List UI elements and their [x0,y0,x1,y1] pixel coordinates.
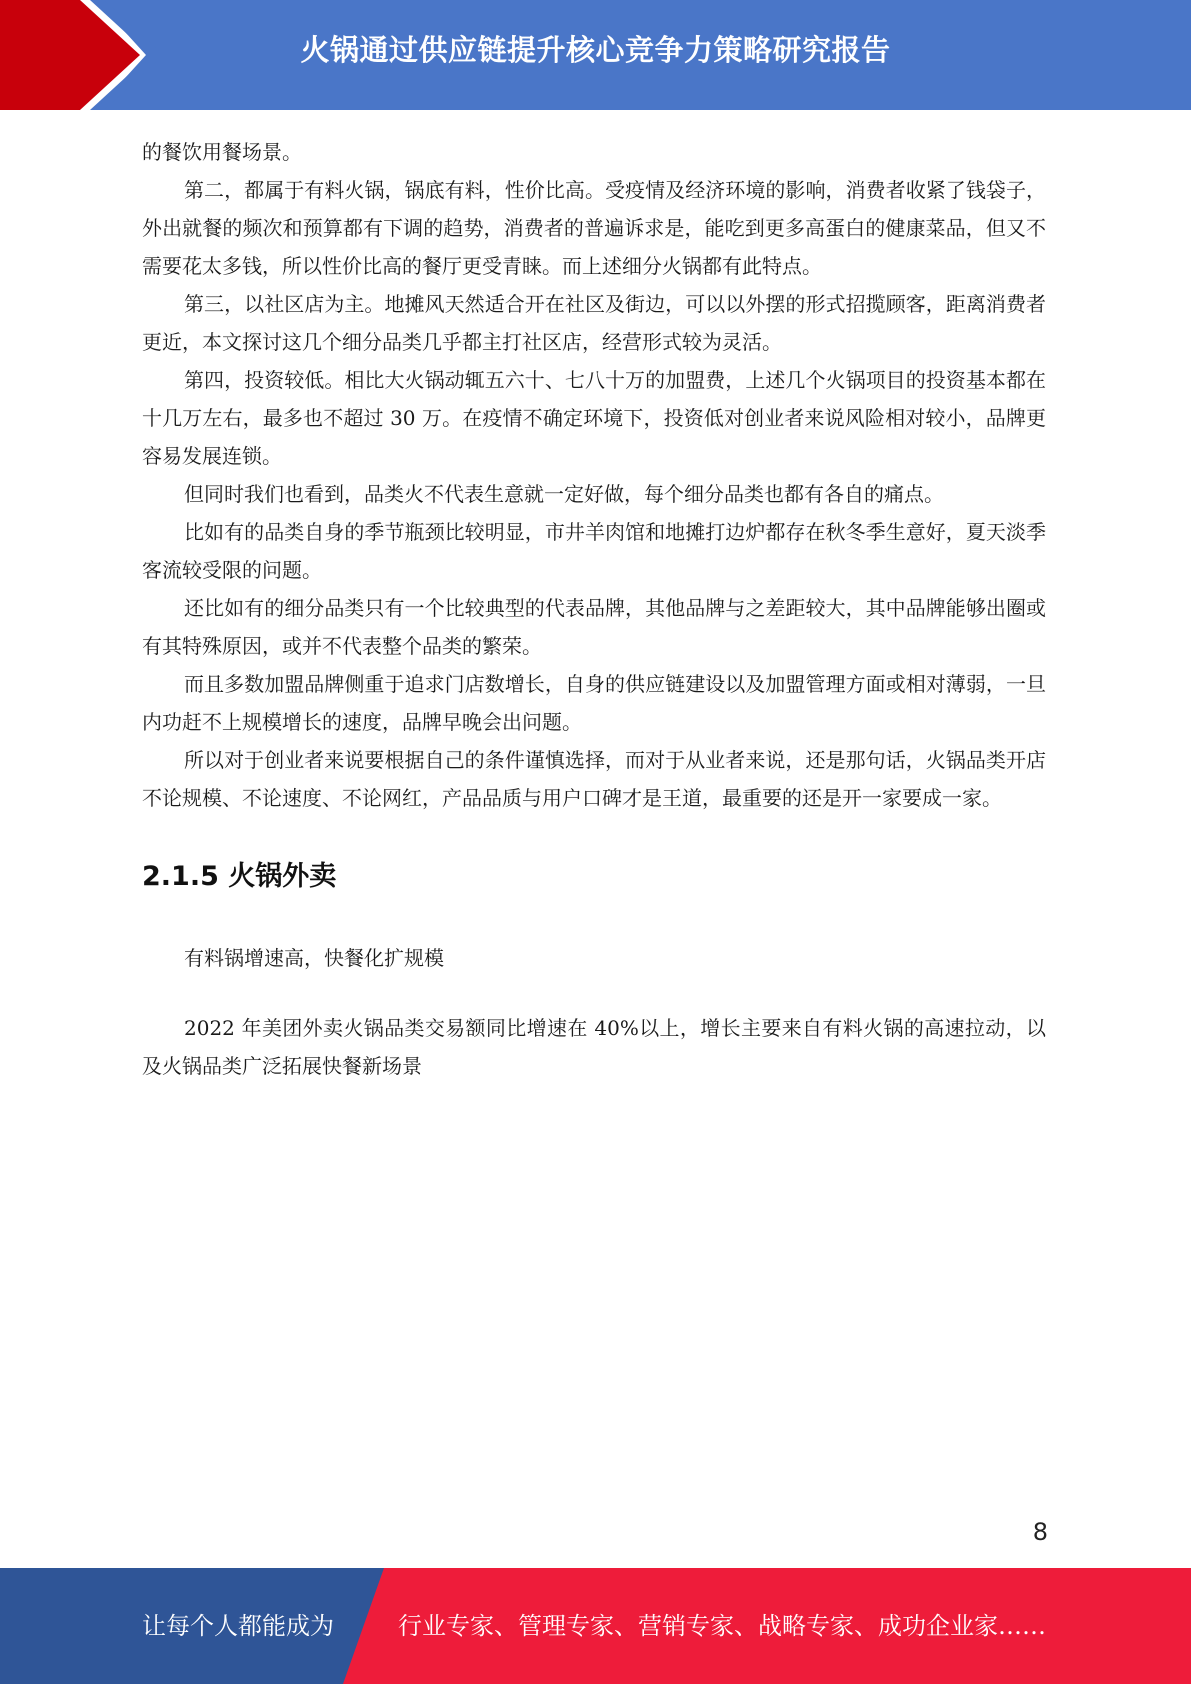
report-title: 火锅通过供应链提升核心竞争力策略研究报告 [300,33,891,67]
page-number: 8 [1032,1518,1048,1546]
section-heading: 2.1.5 火锅外卖 [142,861,337,892]
body-paragraph: 第二，都属于有料火锅，锅底有料，性价比高。受疫情及经济环境的影响，消费者收紧了钱袋子，外出就餐的频次和预算都有下调的趋势，消费者的普遍诉求是，能吃到更多高蛋白的健康菜品，但又不需要花太多钱，所以性价比高的餐厅更受青睐。而上述细分火锅都有此特点。 [142,178,1046,278]
body-paragraph: 比如有的品类自身的季节瓶颈比较明显，市井羊肉馆和地摊打边炉都存在秋冬季生意好，夏天淡季客流较受限的问题。 [142,520,1046,582]
document-body [142,133,1046,1085]
body-paragraph: 第三，以社区店为主。地摊风天然适合开在社区及街边，可以以外摆的形式招揽顾客，距离消费者更近，本文探讨这几个细分品类几乎都主打社区店，经营形式较为灵活。 [142,292,1046,354]
body-paragraph: 但同时我们也看到，品类火不代表生意就一定好做，每个细分品类也都有各自的痛点。 [184,482,944,506]
body-paragraph: 第四，投资较低。相比大火锅动辄五六十、七八十万的加盟费，上述几个火锅项目的投资基本都在十几万左右，最多也不超过 30 万。在疫情不确定环境下，投资低对创业者来说风险相对较小，品牌更容易发展连锁。 [142,368,1046,468]
page-footer [0,1568,1191,1684]
sub-paragraph: 2022 年美团外卖火锅品类交易额同比增速在 40%以上，增长主要来自有料火锅的高速拉动，以及火锅品类广泛拓展快餐新场景 [142,1016,1046,1078]
footer-slogan-right: 行业专家、管理专家、营销专家、战略专家、成功企业家…… [398,1612,1046,1640]
sub-heading: 有料锅增速高，快餐化扩规模 [184,946,444,970]
body-paragraph: 还比如有的细分品类只有一个比较典型的代表品牌，其他品牌与之差距较大，其中品牌能够出圈或有其特殊原因，或并不代表整个品类的繁荣。 [142,596,1046,658]
footer-slogan-left: 让每个人都能成为 [142,1612,334,1640]
body-paragraph: 而且多数加盟品牌侧重于追求门店数增长，自身的供应链建设以及加盟管理方面或相对薄弱，一旦内功赶不上规模增长的速度，品牌早晚会出问题。 [142,672,1046,734]
body-paragraph: 的餐饮用餐场景。 [142,140,302,164]
body-paragraph: 所以对于创业者来说要根据自己的条件谨慎选择，而对于从业者来说，还是那句话，火锅品类开店不论规模、不论速度、不论网红，产品品质与用户口碑才是王道，最重要的还是开一家要成一家。 [142,748,1046,810]
page-header [0,0,1191,110]
